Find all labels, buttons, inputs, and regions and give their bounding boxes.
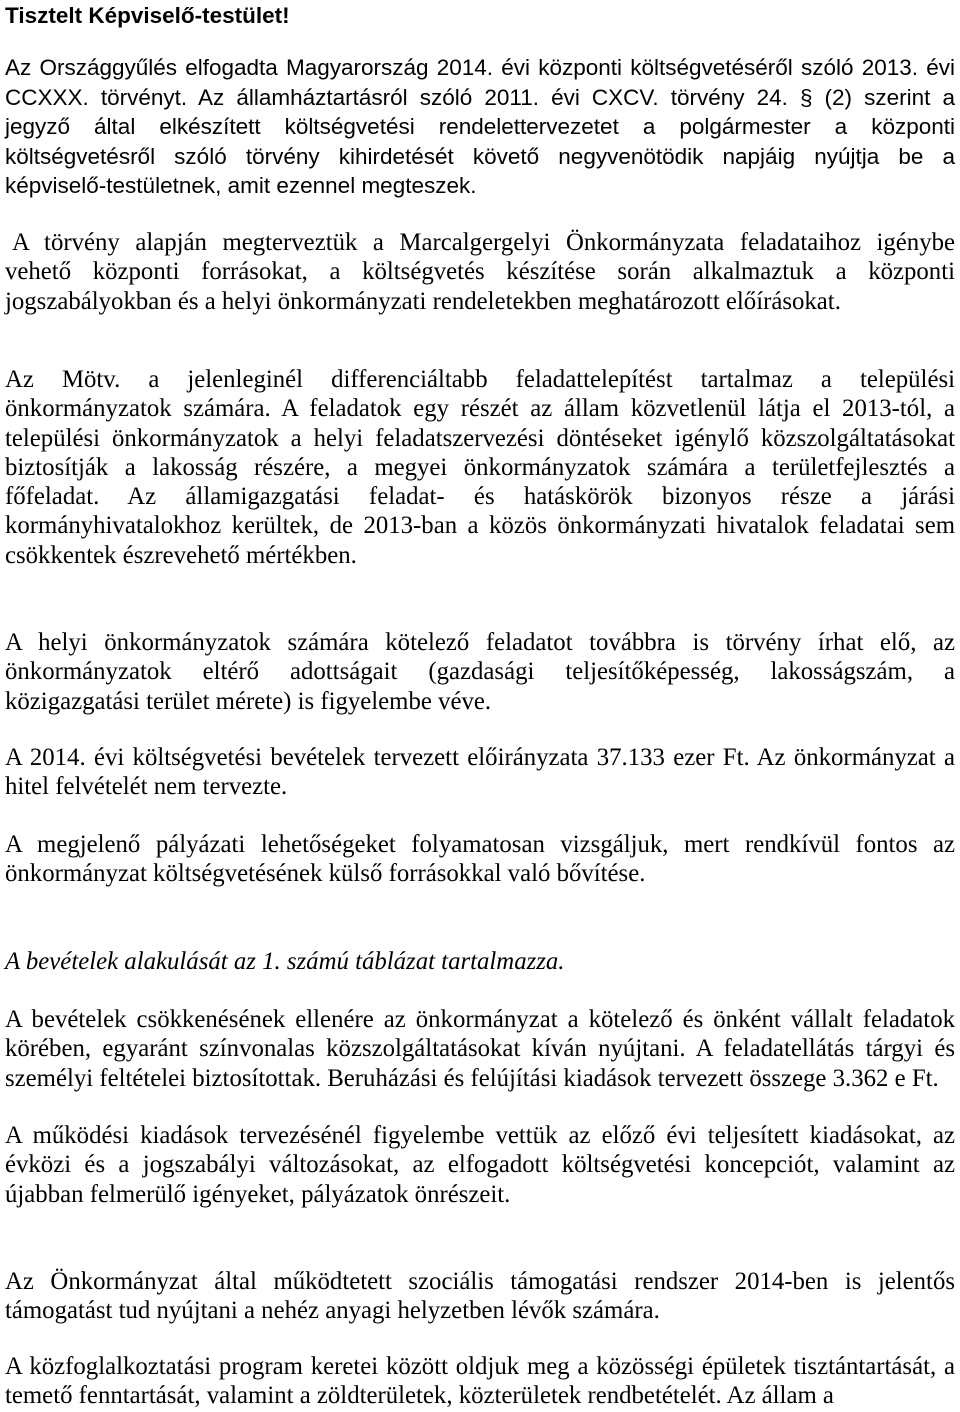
text-line: A bevételek csökkenésének ellenére az önkormányzat a kötelező és önként vállalt feladatok [5,1006,955,1033]
paragraph-tenders [5,830,955,889]
paragraph-table-reference [5,947,955,976]
text-line: évközi és a jogszabályi változásokat, az elfogadott költségvetési koncepciót, valamint az [5,1151,955,1179]
text-line: A törvény alapján megterveztük a Marcalgergelyi Önkormányzata feladataihoz igénybe [12,229,955,256]
text-line: jogszabályokban és a helyi önkormányzati rendeletekben meghatározott előírásokat. [5,287,841,315]
text-line: A helyi önkormányzatok számára kötelező feladatot továbbra is törvény írhat elő, az [5,629,955,656]
text-line: személyi feltételei biztosítottak. Beruházási és felújítási kiadások tervezett összege 3.362 e Ft. [5,1064,939,1092]
text-line: biztosítják a lakosság részére, a megyei önkormányzatok számára a területfejlesztés a [5,453,955,481]
text-line: A működési kiadások tervezésénél figyelembe vettük az előző évi teljesített kiadásokat, az [5,1122,955,1149]
text-line: kormányhivatalokhoz kerültek, de 2013-ban a közös önkormányzati hivatalok feladatai sem [5,512,955,540]
text-line: A bevételek alakulását az 1. számú táblázat tartalmazza. [5,948,565,975]
text-line: önkormányzatok eltérő adottságait (gazdasági teljesítőképesség, lakosságszám, a [5,658,955,686]
text-line: közigazgatási terület mérete) is figyelembe véve. [5,687,492,715]
text-line: A közfoglalkoztatási program keretei között oldjuk meg a közösségi épületek tisztántartását, a [5,1353,955,1380]
text-line: Az Önkormányzat által működtetett szociális támogatási rendszer 2014-ben is jelentős [5,1268,955,1295]
text-line: önkormányzatok számára. A feladatok egy részét az állam közvetlenül látja el 2013-tól, a [5,395,955,423]
text-line: képviselő-testületnek, amit ezennel megteszek. [5,173,477,198]
text-line: költségvetésről szóló törvény kihirdetését követő negyvenötödik napjáig nyújtja be a [5,143,955,169]
paragraph-operating-expenses [5,1121,955,1209]
paragraph-public-employment [5,1352,955,1411]
text-line: Az Mötv. a jelenleginél differenciáltabb feladattelepítést tartalmaz a települési [5,366,955,393]
text-line: csökkentek észrevehető mértékben. [5,541,357,569]
paragraph-revenue-total [5,743,955,802]
text-line: önkormányzat költségvetésének külső forrásokkal való bővítése. [5,860,646,888]
paragraph-budget-submission [5,53,955,201]
text-line: A 2014. évi költségvetési bevételek tervezett előirányzata 37.133 ezer Ft. Az önkormányzat a [5,744,955,771]
text-line: Az Országgyűlés elfogadta Magyarország 2014. évi központi költségvetéséről szóló 2013. évi [5,55,955,80]
text-line: hitel felvételét nem tervezte. [5,773,288,801]
text-line: temető fenntartását, valamint a zöldterületek, közterületek rendbetételét. Az állam a [5,1382,834,1410]
document-title: Tisztelt Képviselő-testület! [5,3,290,28]
text-line: főfeladat. Az államigazgatási feladat- és hatáskörök bizonyos része a járási [5,483,955,511]
paragraph-mandatory-tasks [5,628,955,716]
paragraph-task-distribution [5,365,955,570]
text-line: települési önkormányzatok a helyi feladatszervezési döntéseket igénylő közszolgáltatásokat [5,424,955,452]
text-line: körében, egyaránt színvonalas közszolgáltatásokat kíván nyújtani. A feladatellátás tárgyi és [5,1035,955,1063]
text-line: CCXXX. törvényt. Az államháztartásról szóló 2011. évi CXCV. törvény 24. § (2) szerint a [5,84,955,110]
text-line: vehető központi forrásokat, a költségvetés készítése során alkalmaztuk a központi [5,258,955,286]
paragraph-planning-basis [5,228,955,316]
text-line: újabban felmerülő igényeket, pályázatok önrészeit. [5,1180,511,1208]
text-line: A megjelenő pályázati lehetőségeket folyamatosan vizsgáljuk, mert rendkívül fontos az [5,831,955,858]
paragraph-investments [5,1005,955,1093]
text-line: támogatást tud nyújtani a nehéz anyagi helyzetben lévők számára. [5,1297,660,1325]
text-line: jegyző által elkészített költségvetési rendelettervezetet a polgármester a központi [5,114,955,139]
paragraph-social-support [5,1267,955,1326]
